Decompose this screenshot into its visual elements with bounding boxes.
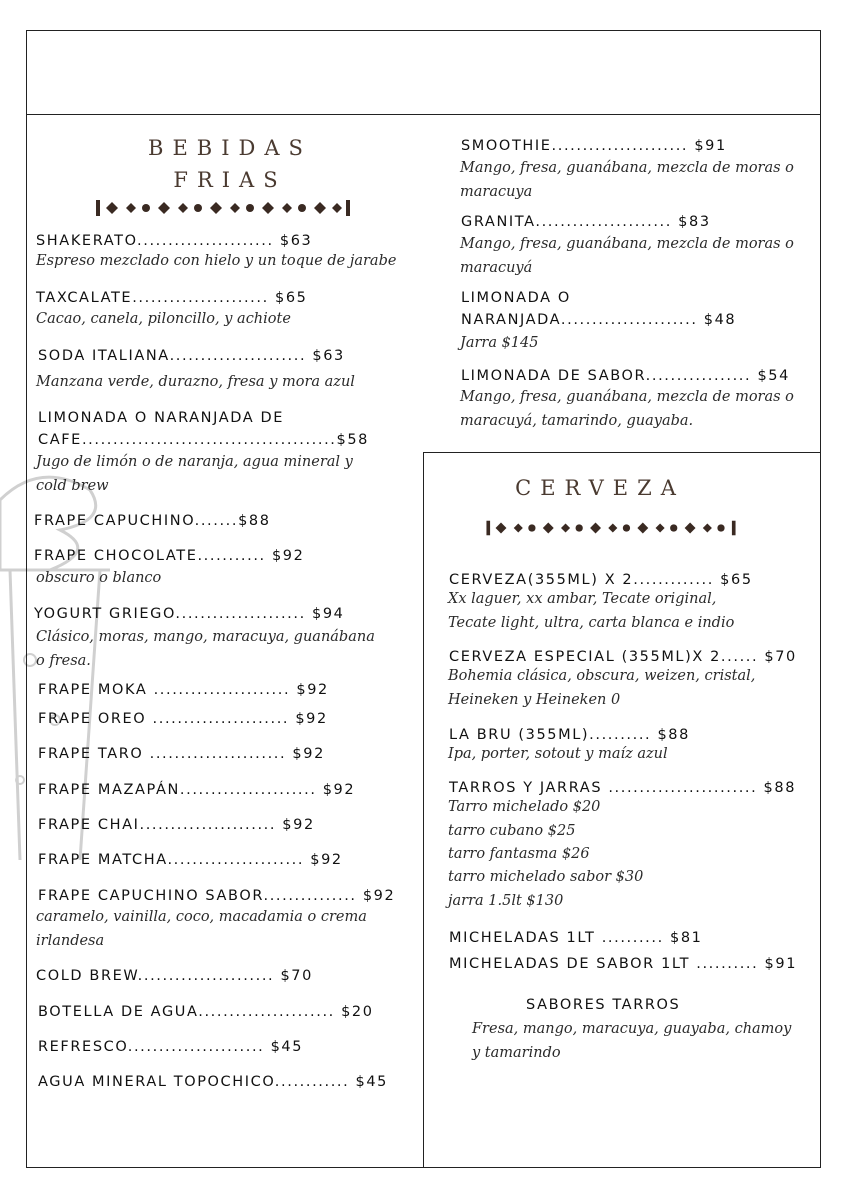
menu-item-desc: Jarra $145 [460,335,539,351]
menu-item-tarros-jarras: TARROS Y JARRAS ........................ $88 [449,780,797,796]
menu-item-micheladas-sabor: MICHELADAS DE SABOR 1LT .......... $91 [449,956,798,972]
menu-item-botella-agua: BOTELLA DE AGUA...................... $20 [38,1004,374,1020]
menu-item-desc: Mango, fresa, guanábana, mezcla de moras o maracuya [460,160,794,200]
menu-item-desc: Jugo de limón o de naranja, agua mineral y cold brew [36,454,353,494]
tarros-line: tarro cubano $25 [448,823,576,839]
menu-item-granita: GRANITA...................... $83 [461,214,711,230]
menu-item-desc: Ipa, porter, sotout y maíz azul [448,746,668,762]
menu-item-yogurt-griego: YOGURT GRIEGO..................... $94 [34,606,345,622]
tarros-line: tarro michelado sabor $30 [448,869,644,885]
menu-item-desc: Mango, fresa, guanábana, mezcla de moras o maracuyá, tamarindo, guayaba. [460,389,794,429]
menu-item-smoothie: SMOOTHIE...................... $91 [461,138,727,154]
menu-item-la-bru: LA BRU (355ML).......... $88 [449,727,690,743]
tarros-line: jarra 1.5lt $130 [448,893,564,909]
menu-item-limonada-cafe: LIMONADA O NARANJADA DE [38,410,285,426]
menu-item-frape-capuchino: FRAPE CAPUCHINO.......$88 [34,513,271,529]
menu-item-micheladas: MICHELADAS 1LT .......... $81 [449,930,703,946]
menu-item-agua-mineral: AGUA MINERAL TOPOCHICO............ $45 [38,1074,389,1090]
menu-item-shakerato: SHAKERATO...................... $63 [36,233,313,249]
menu-item-frape-capuchino-sabor: FRAPE CAPUCHINO SABOR............... $92 [38,888,396,904]
header-divider [26,114,821,115]
menu-item-frape-taro: FRAPE TARO ...................... $92 [38,746,325,762]
menu-item-limonada-sabor: LIMONADA DE SABOR................. $54 [461,368,790,384]
menu-item-desc: Mango, fresa, guanábana, mezcla de moras o maracuyá [460,236,794,276]
menu-item-frape-matcha: FRAPE MATCHA...................... $92 [38,852,343,868]
menu-item-frape-mazapan: FRAPE MAZAPÁN...................... $92 [38,782,356,798]
menu-item-desc: Manzana verde, durazno, fresa y mora azul [36,374,355,390]
menu-item-cerveza-especial: CERVEZA ESPECIAL (355ML)X 2...... $70 [449,649,797,665]
menu-item-frape-oreo: FRAPE OREO ...................... $92 [38,711,328,727]
menu-item-refresco: REFRESCO...................... $45 [38,1039,304,1055]
menu-item-desc: caramelo, vainilla, coco, macadamia o crema irlandesa [36,909,367,949]
menu-item-taxcalate: TAXCALATE...................... $65 [36,290,308,306]
menu-item-frape-chai: FRAPE CHAI...................... $92 [38,817,315,833]
bebidas-frias-title-line2: FRIAS [173,168,287,192]
menu-item-cerveza: CERVEZA(355ML) X 2............. $65 [449,572,753,588]
menu-item-soda-italiana: SODA ITALIANA...................... $63 [38,348,345,364]
ornament-divider-icon [96,198,350,218]
menu-item-desc: Xx laguer, xx ambar, Tecate original, Tecate light, ultra, carta blanca e indio [448,591,735,631]
menu-item-limonada-naranjada-line2: NARANJADA...................... $48 [461,312,737,328]
tarros-line: Tarro michelado $20 [448,799,601,815]
sabores-tarros-desc: Fresa, mango, maracuya, guayaba, chamoy y tamarindo [472,1021,792,1061]
sabores-tarros-title: SABORES TARROS [526,997,681,1013]
menu-item-limonada-naranjada: LIMONADA O [461,290,571,306]
tarros-line: tarro fantasma $26 [448,846,590,862]
menu-item-frape-chocolate: FRAPE CHOCOLATE........... $92 [34,548,305,564]
menu-item-limonada-cafe-line2: CAFE.........................................$58 [38,432,369,448]
menu-item-desc: Espreso mezclado con hielo y un toque de jarabe [36,253,397,269]
bebidas-frias-title-line1: BEBIDAS [148,136,312,160]
menu-item-frape-moka: FRAPE MOKA ...................... $92 [38,682,329,698]
cerveza-title: CERVEZA [515,476,685,500]
menu-item-desc: Bohemia clásica, obscura, weizen, cristal, Heineken y Heineken 0 [448,668,756,708]
ornament-divider-icon [474,518,748,538]
menu-item-desc: Cacao, canela, piloncillo, y achiote [36,311,291,327]
menu-item-cold-brew: COLD BREW...................... $70 [36,968,313,984]
menu-item-desc: obscuro o blanco [36,570,162,586]
menu-item-desc: Clásico, moras, mango, maracuya, guanábana o fresa. [36,629,375,669]
